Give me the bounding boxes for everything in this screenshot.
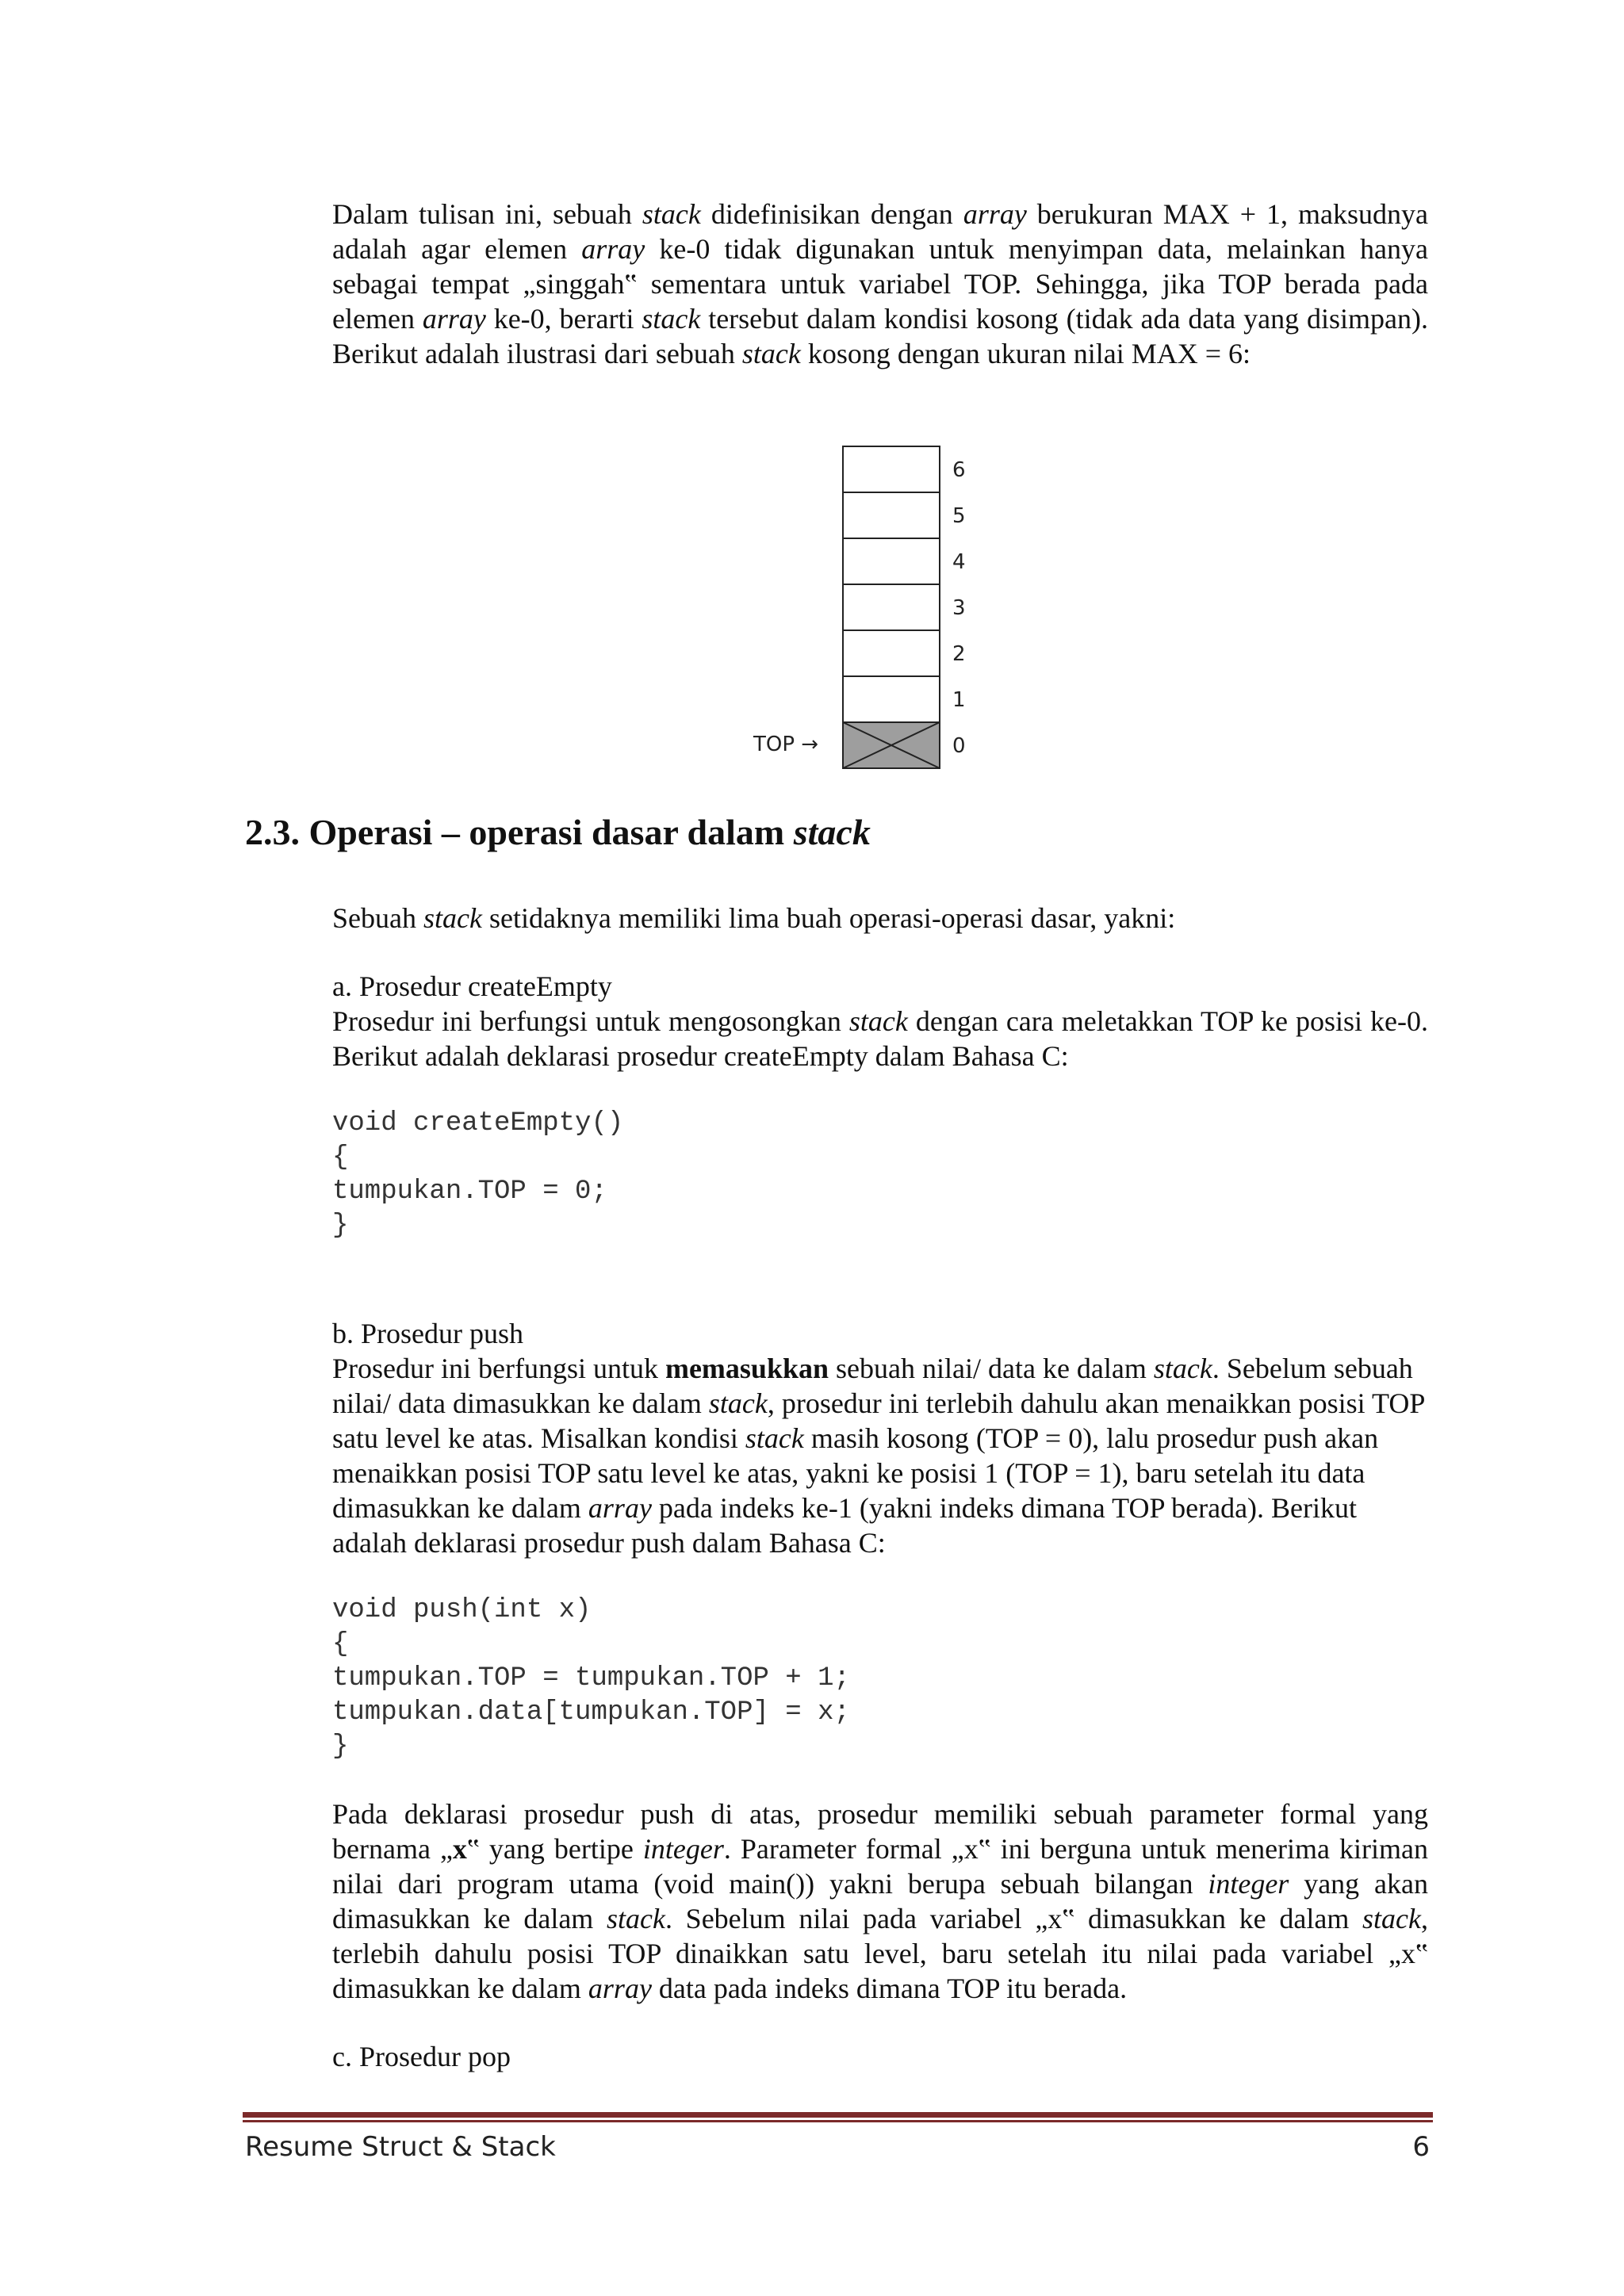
stack-cell — [843, 584, 940, 630]
push-code — [332, 1594, 1428, 1764]
stack-index-label: 3 — [952, 596, 966, 620]
stack-cell — [843, 676, 940, 722]
stack-cell — [843, 630, 940, 676]
code-line: tumpukan.data[tumpukan.TOP] = x; — [332, 1697, 850, 1728]
operations-intro: Sebuah stack setidaknya memiliki lima buah operasi-operasi dasar, yakni: — [332, 902, 1176, 934]
code-line: void createEmpty() — [332, 1108, 624, 1138]
stack-index-label: 0 — [952, 734, 966, 758]
top-pointer-label: TOP → — [753, 733, 819, 756]
push-explanation: Pada deklarasi prosedur push di atas, prosedur memiliki sebuah parameter formal yang bernama „x‟ yang bertipe integer. Parameter formal „x‟ ini berguna untuk menerima kiriman nilai dari program utama (void main()) yakni berupa sebuah bilangan integer yang akan dimasukkan ke dalam stack. Sebelum nilai pada variabel „x‟ dimasukkan ke dalam stack, terlebih dahulu posisi TOP dinaikkan satu level, baru setelah itu nilai pada variabel „x‟ dimasukkan ke dalam array data pada indeks dimana TOP itu berada. — [332, 1798, 1428, 2004]
code-line: { — [332, 1142, 349, 1173]
push-title: b. Prosedur push — [332, 1318, 523, 1349]
stack-index-label: 4 — [952, 550, 966, 574]
intro-paragraph: Dalam tulisan ini, sebuah stack didefinisikan dengan array berukuran MAX + 1, maksudnya adalah agar elemen array ke-0 tidak digunakan untuk menyimpan data, melainkan hanya sebagai tempat „singgah‟ sementara untuk variabel TOP. Sehingga, jika TOP berada pada elemen array ke-0, berarti stack tersebut dalam kondisi kosong (tidak ada data yang disimpan). Berikut adalah ilustrasi dari sebuah stack kosong dengan ukuran nilai MAX = 6: — [332, 198, 1429, 369]
stack-cell — [843, 538, 940, 584]
section-heading: 2.3. Operasi – operasi dasar dalam stack — [245, 812, 871, 852]
stack-index-label: 1 — [952, 688, 966, 712]
stack-cell — [843, 446, 940, 492]
page-number: 6 — [1412, 2131, 1430, 2163]
createempty-description: Prosedur ini berfungsi untuk mengosongkan stack dengan cara meletakkan TOP ke posisi ke-0. Berikut adalah deklarasi prosedur createEmpty dalam Bahasa C: — [332, 1005, 1428, 1072]
code-line: } — [332, 1732, 349, 1762]
stack-index-label: 6 — [952, 458, 966, 482]
stack-cell — [843, 492, 940, 538]
code-line: tumpukan.TOP = tumpukan.TOP + 1; — [332, 1663, 850, 1693]
stack-index-label: 2 — [952, 642, 966, 666]
createempty-title: a. Prosedur createEmpty — [332, 970, 612, 1002]
createempty-code — [332, 1107, 1428, 1243]
footer-rule — [243, 2112, 1433, 2122]
code-line: tumpukan.TOP = 0; — [332, 1177, 607, 1207]
code-line: { — [332, 1629, 349, 1659]
empty-stack-diagram — [745, 444, 983, 777]
code-line: void push(int x) — [332, 1595, 592, 1625]
footer-title: Resume Struct & Stack — [245, 2131, 556, 2163]
code-line: } — [332, 1211, 349, 1241]
stack-index-label: 5 — [952, 504, 966, 528]
push-description: Prosedur ini berfungsi untuk memasukkan sebuah nilai/ data ke dalam stack. Sebelum sebuah nilai/ data dimasukkan ke dalam stack, prosedur ini terlebih dahulu akan menaikkan posisi TOP satu level ke atas. Misalkan kondisi stack masih kosong (TOP = 0), lalu prosedur push akan menaikkan posisi TOP satu level ke atas, yakni ke posisi 1 (TOP = 1), baru setelah itu data dimasukkan ke dalam array pada indeks ke-1 (yakni indeks dimana TOP berada). Berikut adalah deklarasi prosedur push dalam Bahasa C: — [332, 1353, 1425, 1559]
pop-title: c. Prosedur pop — [332, 2041, 511, 2072]
